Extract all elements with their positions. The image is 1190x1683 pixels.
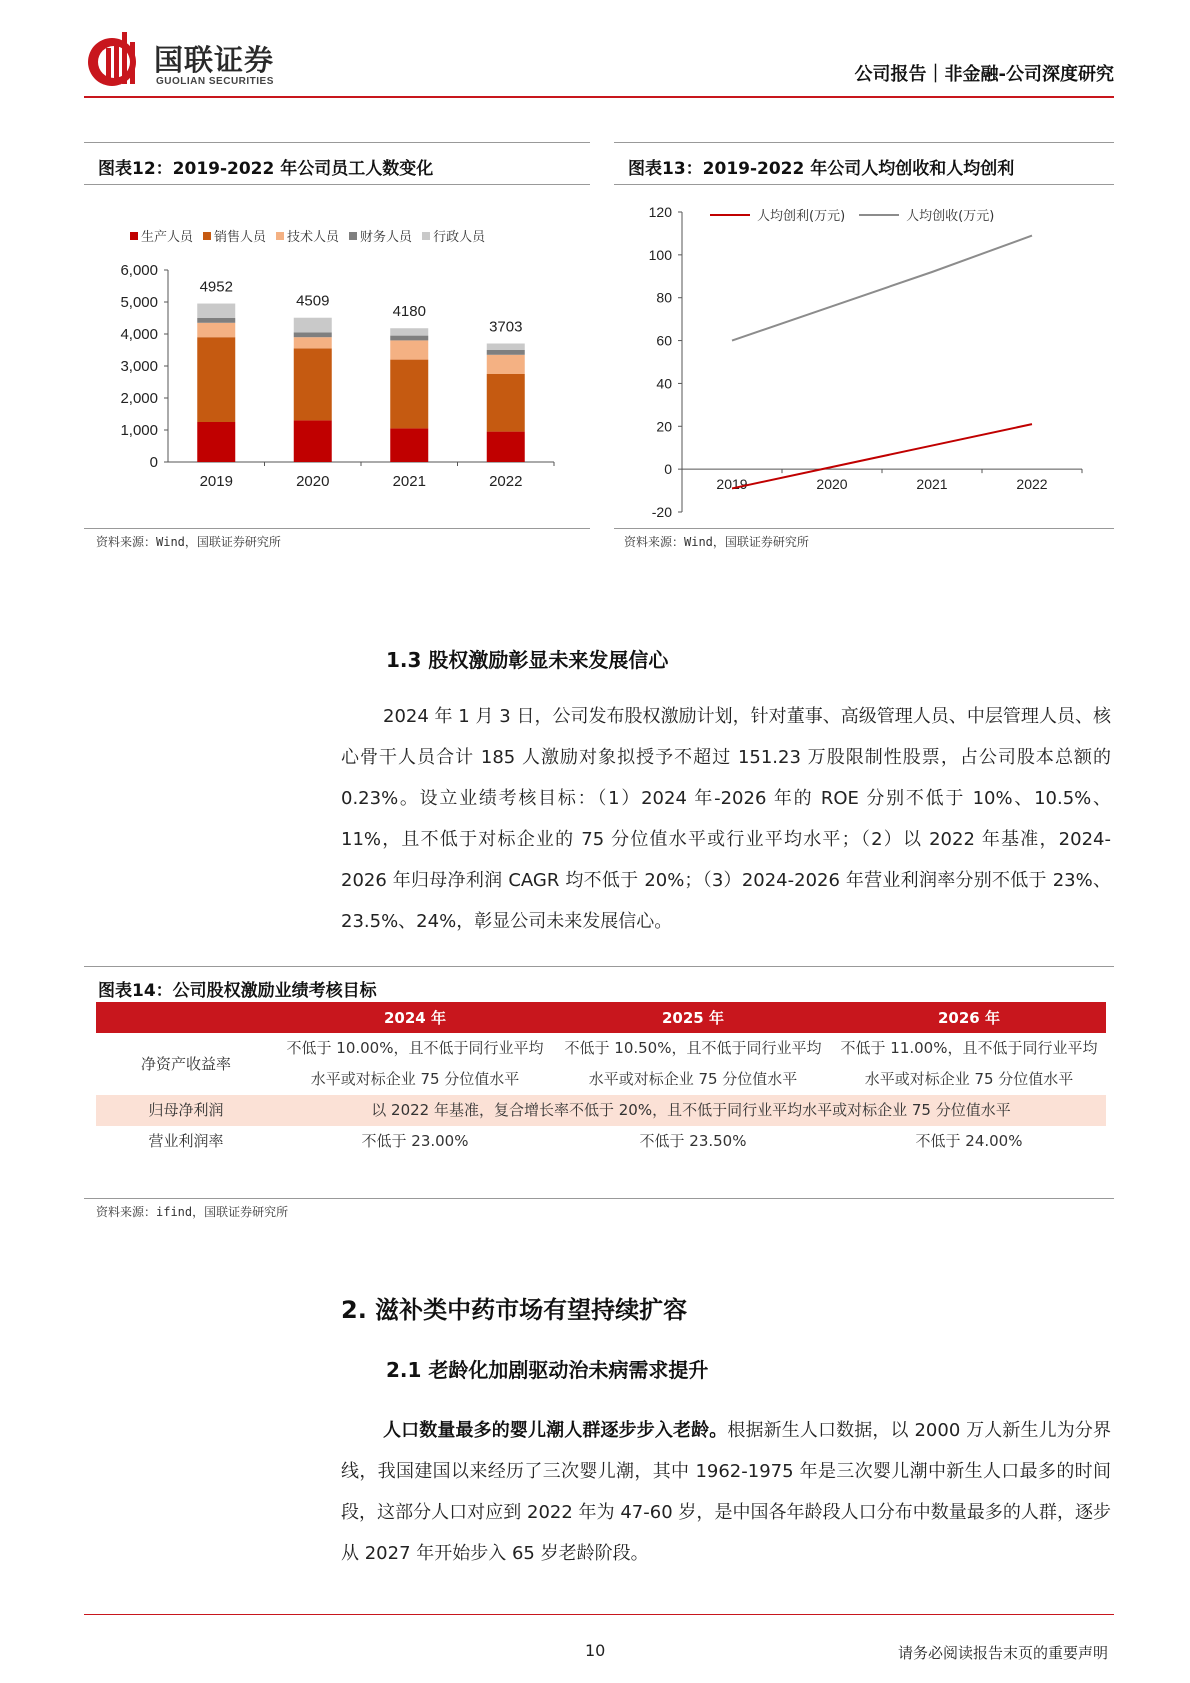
bar-total-label: 3703 [489, 318, 523, 336]
legend-item [130, 226, 193, 245]
table-row [96, 1126, 1106, 1157]
bar-segment [197, 422, 235, 462]
table-cell: 不低于 10.00%，且不低于同行业平均水平或对标企业 75 分位值水平 [286, 1039, 544, 1088]
fig13-source: 资料来源：Wind，国联证券研究所 [624, 535, 809, 549]
fig13-top-rule [614, 142, 1114, 143]
fig12-source: 资料来源：Wind，国联证券研究所 [96, 535, 281, 549]
footer-disclaimer: 请务必阅读报告末页的重要声明 [897, 1644, 1108, 1662]
table-header-cell: 2026 年 [832, 1002, 1106, 1033]
legend-swatch [349, 232, 357, 240]
table-cell: 不低于 10.50%，且不低于同行业平均水平或对标企业 75 分位值水平 [564, 1039, 822, 1088]
y-tick-label: 3,000 [120, 358, 158, 375]
y-tick-label: 2,000 [120, 390, 158, 407]
bar-segment [487, 432, 525, 462]
fig12-title-rule [84, 184, 590, 185]
lead-sentence: 人口数量最多的婴儿潮人群逐步步入老龄。 [383, 1420, 728, 1441]
header-rule [84, 96, 1114, 98]
bar-segment [294, 332, 332, 337]
guolian-logo-icon [84, 28, 146, 90]
bar-total-label: 4180 [392, 303, 426, 321]
table-row [96, 1095, 1106, 1126]
bar-segment [294, 337, 332, 348]
bar-segment [487, 350, 525, 355]
bar-segment [197, 337, 235, 422]
table-cell: 不低于 24.00% [915, 1132, 1023, 1150]
y-tick-label: 120 [648, 204, 672, 220]
y-tick-label: 60 [656, 332, 672, 349]
fig14-top-rule [84, 966, 1114, 967]
page-number: 10 [585, 1641, 606, 1660]
company-logo [84, 28, 304, 94]
row-label: 归母净利润 [96, 1095, 276, 1126]
logo-name-en: GUOLIAN SECURITIES [156, 76, 274, 87]
bar-segment [294, 348, 332, 420]
x-tick-label: 2020 [296, 473, 330, 490]
y-tick-label: 4,000 [120, 326, 158, 343]
row-label: 营业利润率 [148, 1132, 224, 1150]
bar-segment [197, 323, 235, 337]
per-capita-line-chart [614, 195, 1114, 525]
legend-label: 人均创利(万元) [757, 209, 846, 224]
section-1-3-paragraph: 2024 年 1 月 3 日，公司发布股权激励计划，针对董事、高级管理人员、中层管理人员、核心骨干人员合计 185 人激励对象拟授予不超过 151.23 万股限制性股票，占公司股本总额的 0.23%。设立业绩考核目标：（1）2024 年-2026 年的 ROE 分别不低于 10%、10.5%、11%，且不低于对标企业的 75 分位值水平或行业平均水平；（2）以 2022 年基准，2024-2026 年归母净利润 CAGR 均不低于 20%；（3）2024-2026 年营业利润率分别不低于 23%、23.5%、24%，彰显公司未来发展信心。 [341, 706, 1111, 932]
bar-segment [487, 374, 525, 432]
y-tick-label: 6,000 [120, 262, 158, 279]
table-header-row [96, 1002, 1106, 1033]
x-tick-label: 2019 [716, 476, 748, 493]
bar-total-label: 4952 [199, 278, 233, 296]
bar-segment [390, 328, 428, 335]
fig14-source: 资料来源：ifind，国联证券研究所 [96, 1205, 289, 1219]
x-tick-label: 2020 [816, 476, 848, 493]
x-tick-label: 2021 [392, 473, 426, 490]
bar-segment [294, 420, 332, 462]
revenue-per-capita-line [732, 236, 1032, 341]
legend-swatch [276, 232, 284, 240]
legend-item [276, 226, 339, 245]
table-header-cell: 2025 年 [554, 1002, 832, 1033]
y-tick-label: 20 [656, 418, 672, 435]
y-tick-label: 0 [664, 461, 672, 478]
section-1-3-heading: 1.3 股权激励彰显未来发展信心 [386, 648, 669, 672]
table-cell: 不低于 23.50% [639, 1132, 747, 1150]
x-tick-label: 2022 [489, 473, 523, 490]
bar-segment [390, 428, 428, 462]
y-tick-label: 1,000 [120, 422, 158, 439]
legend-label: 销售人员 [214, 230, 267, 245]
bar-segment [197, 304, 235, 318]
report-type: 公司报告｜非金融-公司深度研究 [854, 64, 1114, 85]
x-tick-label: 2019 [199, 473, 233, 490]
bar-segment [390, 360, 428, 429]
bar-total-label: 4509 [296, 292, 330, 310]
fig12-legend [130, 226, 485, 245]
fig12-bottom-rule [84, 528, 590, 529]
fig12-title: 图表12：2019-2022 年公司员工人数变化 [98, 159, 434, 179]
y-tick-label: 5,000 [120, 294, 158, 311]
y-tick-label: -20 [651, 504, 672, 520]
section-2-1-paragraph [341, 1410, 1111, 1574]
legend-swatch [130, 232, 138, 240]
bar-segment [197, 318, 235, 323]
legend-item [422, 226, 485, 245]
staff-stacked-bar-chart [84, 255, 590, 495]
page-header [84, 28, 1114, 94]
section-2-1-heading: 2.1 老龄化加剧驱动治未病需求提升 [386, 1358, 709, 1382]
legend-label: 人均创收(万元) [906, 209, 995, 224]
legend-label: 财务人员 [360, 230, 413, 245]
incentive-targets-table [96, 1002, 1106, 1157]
bar-segment [487, 344, 525, 350]
legend-label: 生产人员 [141, 230, 194, 245]
bar-segment [390, 336, 428, 341]
legend-label: 技术人员 [287, 230, 340, 245]
bar-segment [390, 340, 428, 359]
logo-name-cn: 国联证券 [154, 43, 275, 77]
x-tick-label: 2022 [1016, 476, 1048, 493]
paragraph-body: 根据新生人口数据，以 2000 万人新生儿为分界线，我国建国以来经历了三次婴儿潮，其中 1962-1975 年是三次婴儿潮中新生人口最多的时间段，这部分人口对应到 2022 年为 47-60 岁，是中国各年龄段人口分布中数量最多的人群，逐步从 2027 年开始步入 65 岁老龄阶段。 [341, 1420, 1111, 1564]
y-tick-label: 0 [149, 454, 158, 471]
y-tick-label: 80 [656, 289, 672, 306]
table-cell: 不低于 23.00% [361, 1132, 469, 1150]
fig13-bottom-rule [614, 528, 1114, 529]
section-2-heading: 2. 滋补类中药市场有望持续扩容 [341, 1296, 688, 1324]
bar-segment [487, 355, 525, 374]
legend-swatch [422, 232, 430, 240]
legend-item [203, 226, 266, 245]
fig13-title-rule [614, 184, 1114, 185]
fig14-title: 图表14：公司股权激励业绩考核目标 [98, 981, 377, 1001]
bar-segment [294, 318, 332, 333]
legend-swatch [203, 232, 211, 240]
fig12-top-rule [84, 142, 590, 143]
table-header-cell: 2024 年 [276, 1002, 554, 1033]
row-label: 净资产收益率 [140, 1054, 231, 1073]
fig14-bottom-rule [84, 1198, 1114, 1199]
legend-label: 行政人员 [433, 230, 486, 245]
x-tick-label: 2021 [916, 476, 948, 493]
y-tick-label: 40 [656, 375, 672, 392]
footer-rule [84, 1614, 1114, 1615]
legend-item [349, 226, 412, 245]
table-row [96, 1033, 1106, 1095]
profit-per-capita-line [732, 424, 1032, 488]
table-cell-merged: 以 2022 年基准，复合增长率不低于 20%，且不低于同行业平均水平或对标企业 75 分位值水平 [276, 1095, 1106, 1126]
table-cell: 不低于 11.00%，且不低于同行业平均水平或对标企业 75 分位值水平 [840, 1039, 1098, 1088]
table-header-cell [96, 1002, 276, 1033]
y-tick-label: 100 [648, 246, 672, 263]
fig13-title: 图表13：2019-2022 年公司人均创收和人均创利 [628, 159, 1015, 179]
